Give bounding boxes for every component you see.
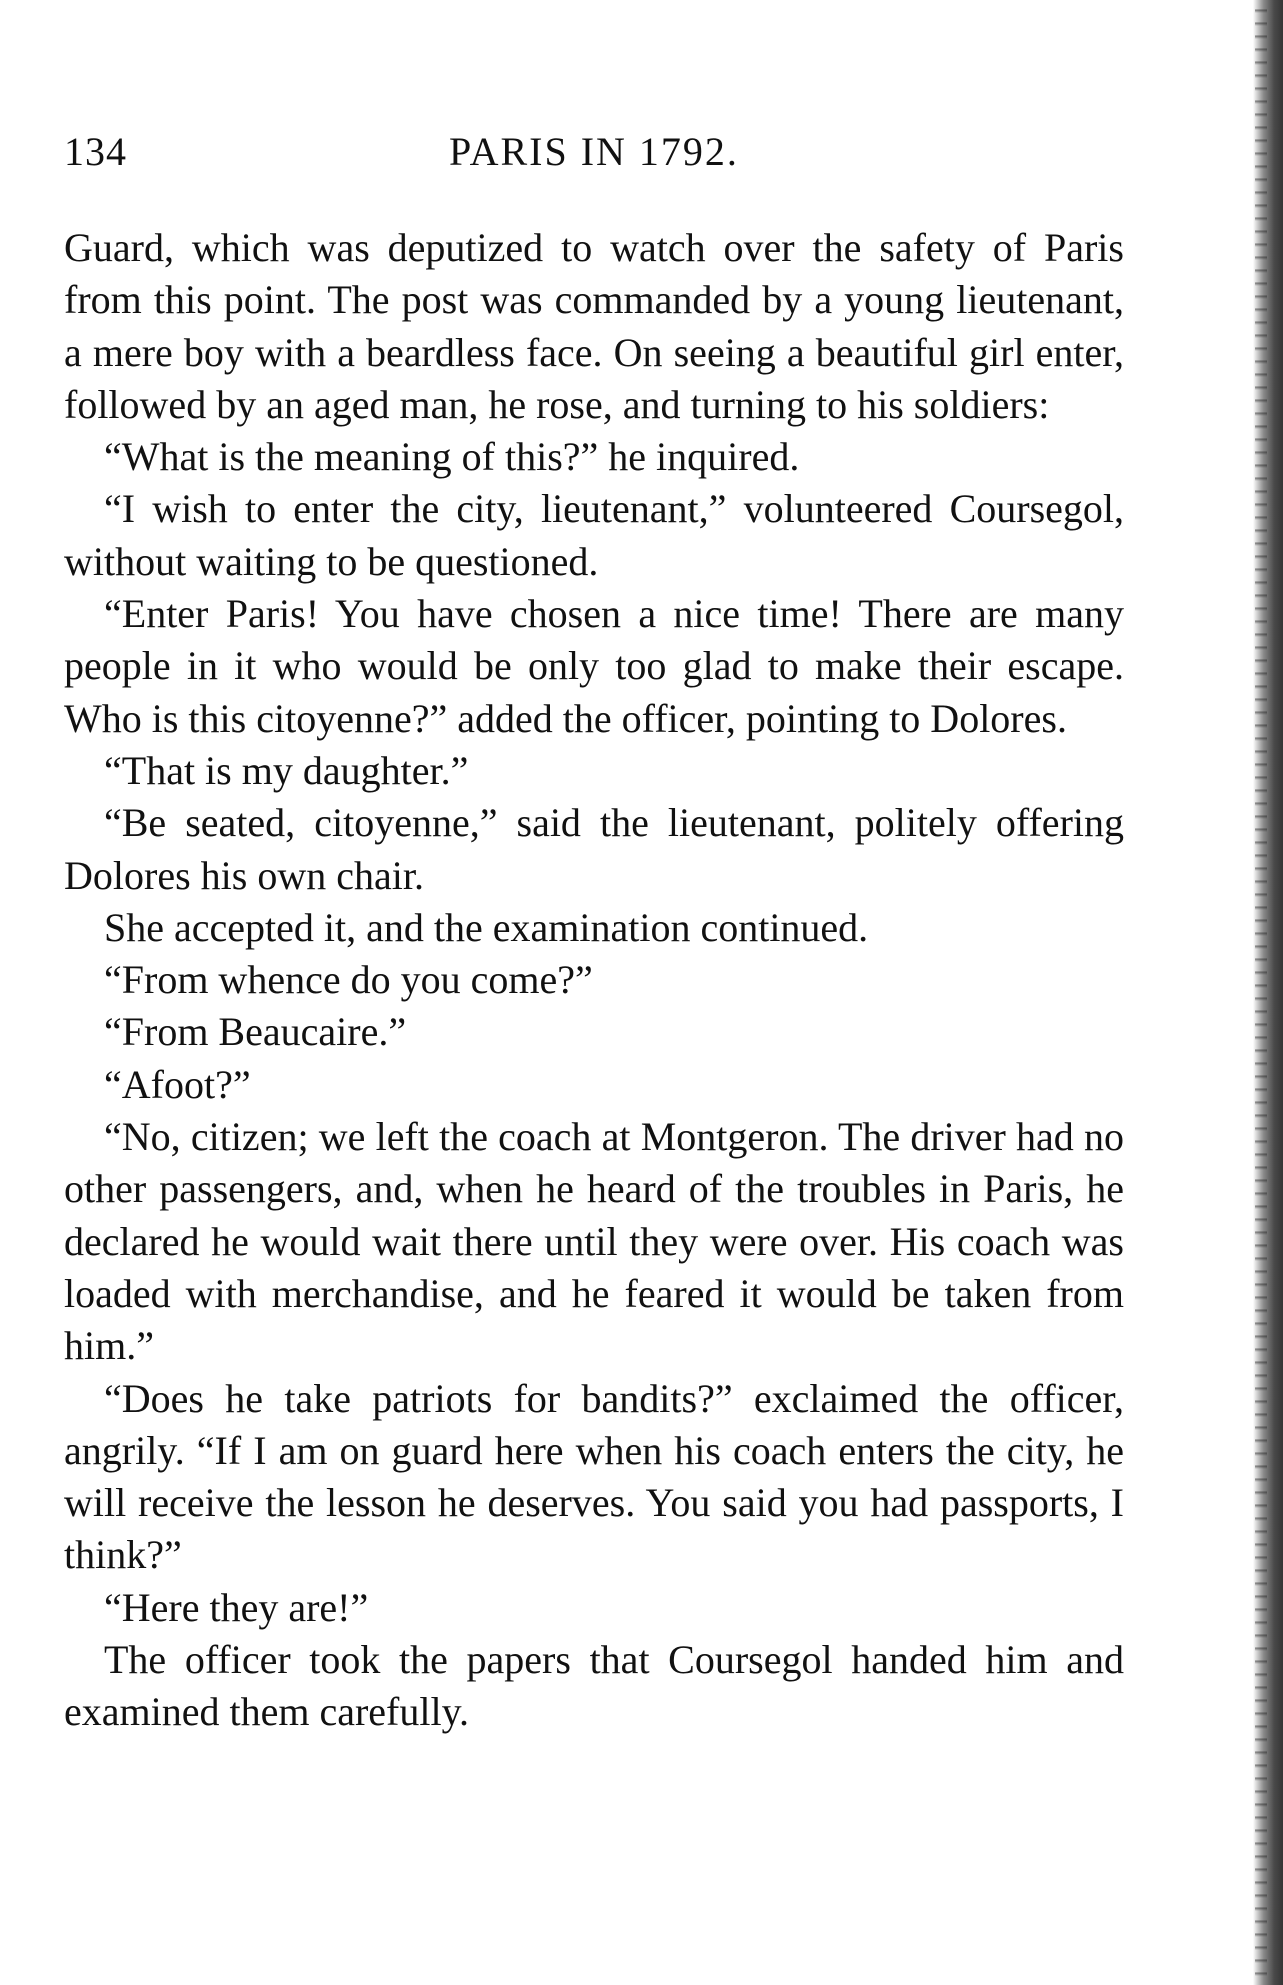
paragraph: “Does he take patriots for bandits?” exclaimed the officer, angrily. “If I am on guard here when his coach enters the city, he will receive the lesson he deserves. You said you had passports, I think?” [64,1375,1124,1578]
paragraph: “What is the meaning of this?” he inquired. [104,434,800,480]
paragraph: “I wish to enter the city, lieutenant,” volunteered Coursegol, without waiting to be questioned. [64,486,1124,584]
page-number: 134 [64,129,127,174]
page-header [64,128,1124,188]
paragraph: “No, citizen; we left the coach at Montgeron. The driver had no other passengers, and, when he heard of the troubles in Paris, he declared he would wait there until they were over. His coach was loaded with merchandise, and he feared it would be taken from him.” [64,1114,1124,1369]
paragraph: “Afoot?” [104,1061,251,1107]
paragraph: Guard, which was deputized to watch over the safety of Paris from this point. The post was commanded by a young lieutenant, a mere boy with a beardless face. On seeing a beautiful girl enter, followed by an aged man, he rose, and turning to his soldiers: [64,225,1124,427]
paragraph: “That is my daughter.” [104,747,469,793]
paragraph: “Here they are!” [104,1584,369,1630]
body-text [64,222,1124,1739]
paragraph: “From Beaucaire.” [104,1009,407,1055]
paragraph: “Enter Paris! You have chosen a nice time! There are many people in it who would be only too glad to make their escape. Who is this citoyenne?” added the officer, pointing to Dolores. [64,591,1124,741]
paragraph: The officer took the papers that Coursegol handed him and examined them carefully. [64,1637,1124,1735]
running-title: PARIS IN 1792. [449,129,739,174]
paragraph: She accepted it, and the examination continued. [104,904,869,950]
scanned-page-edge [1253,0,1283,1985]
paragraph: “Be seated, citoyenne,” said the lieutenant, politely offering Dolores his own chair. [64,800,1124,898]
paragraph: “From whence do you come?” [104,957,593,1003]
